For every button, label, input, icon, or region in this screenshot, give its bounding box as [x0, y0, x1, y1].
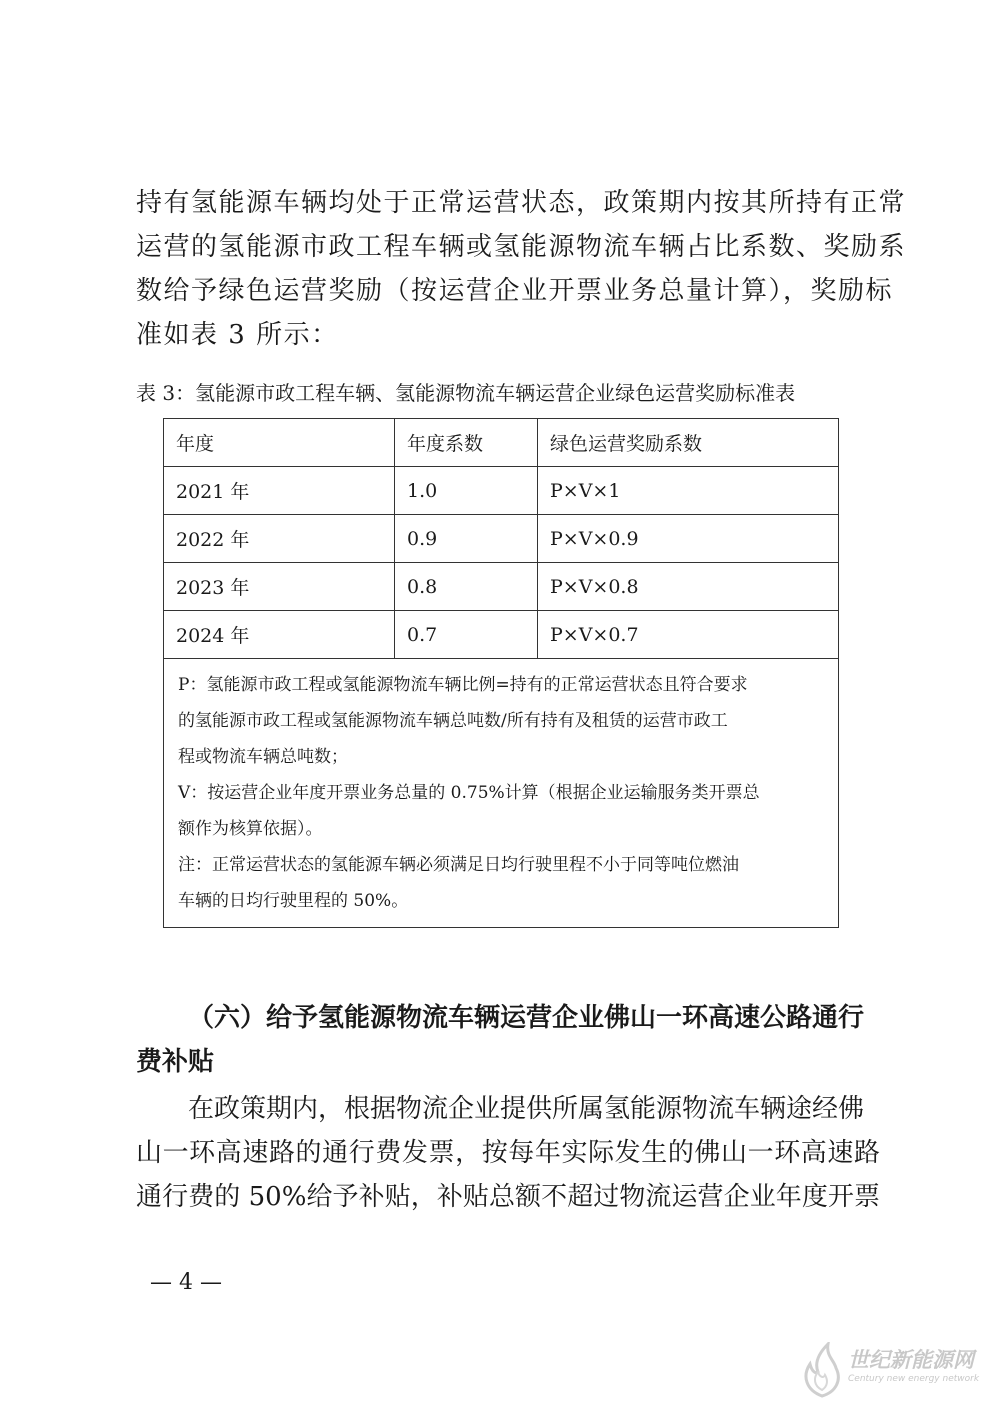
- intro-paragraph: [136, 181, 907, 357]
- table-row: [164, 563, 839, 611]
- table-row: [164, 611, 839, 659]
- note-line: 的氢能源市政工程或氢能源物流车辆总吨数/所有持有及租赁的运营市政工: [178, 711, 728, 731]
- header-reward-coefficient: 绿色运营奖励系数: [538, 419, 839, 467]
- table-header-row: [164, 419, 839, 467]
- note-line: 注：正常运营状态的氢能源车辆必须满足日均行驶里程不小于同等吨位燃油: [178, 855, 739, 875]
- note-line: 程或物流车辆总吨数；: [178, 747, 348, 767]
- table-caption: 表 3：氢能源市政工程车辆、氢能源物流车辆运营企业绿色运营奖励标准表: [136, 381, 796, 405]
- intro-line: 数给予绿色运营奖励（按运营企业开票业务总量计算），奖励标: [136, 276, 894, 306]
- body-paragraph: [136, 1087, 880, 1219]
- reward-standard-table: [163, 418, 839, 928]
- watermark-name-cn: 世纪新能源网: [848, 1348, 974, 1372]
- cell-year: 2022 年: [164, 515, 395, 563]
- cell-year-coefficient: 1.0: [395, 467, 538, 515]
- cell-year-coefficient: 0.8: [395, 563, 538, 611]
- cell-reward-coefficient: P×V×0.7: [538, 611, 839, 659]
- cell-reward-coefficient: P×V×1: [538, 467, 839, 515]
- body-line: 在政策期内，根据物流企业提供所属氢能源物流车辆途经佛: [188, 1094, 865, 1124]
- body-line: 山一环高速路的通行费发票，按每年实际发生的佛山一环高速路: [136, 1138, 880, 1168]
- table-notes: [164, 659, 839, 928]
- section-heading: [136, 996, 880, 1084]
- intro-line: 准如表 3 所示：: [136, 320, 339, 350]
- intro-line: 运营的氢能源市政工程车辆或氢能源物流车辆占比系数、奖励系: [136, 232, 907, 262]
- header-year: 年度: [164, 419, 395, 467]
- note-line: 额作为核算依据）。: [178, 819, 323, 839]
- watermark-name-en: Century new energy network: [848, 1374, 980, 1384]
- note-line: 车辆的日均行驶里程的 50%。: [178, 891, 409, 911]
- cell-year: 2021 年: [164, 467, 395, 515]
- table-row: [164, 515, 839, 563]
- cell-year: 2024 年: [164, 611, 395, 659]
- flame-logo-icon: [798, 1342, 846, 1398]
- watermark: [790, 1340, 990, 1400]
- heading-line: （六）给予氢能源物流车辆运营企业佛山一环高速公路通行: [188, 1003, 865, 1033]
- cell-reward-coefficient: P×V×0.8: [538, 563, 839, 611]
- cell-year-coefficient: 0.7: [395, 611, 538, 659]
- cell-year: 2023 年: [164, 563, 395, 611]
- table-notes-row: [164, 659, 839, 928]
- note-line: P：氢能源市政工程或氢能源物流车辆比例=持有的正常运营状态且符合要求: [178, 675, 748, 695]
- page-number: — 4 —: [150, 1270, 222, 1295]
- table-row: [164, 467, 839, 515]
- header-year-coefficient: 年度系数: [395, 419, 538, 467]
- body-line: 通行费的 50%给予补贴，补贴总额不超过物流运营企业年度开票: [136, 1182, 880, 1212]
- heading-line: 费补贴: [136, 1047, 215, 1077]
- note-line: V：按运营企业年度开票业务总量的 0.75%计算（根据企业运输服务类开票总: [178, 783, 760, 803]
- cell-reward-coefficient: P×V×0.9: [538, 515, 839, 563]
- intro-line: 持有氢能源车辆均处于正常运营状态，政策期内按其所持有正常: [136, 188, 907, 218]
- cell-year-coefficient: 0.9: [395, 515, 538, 563]
